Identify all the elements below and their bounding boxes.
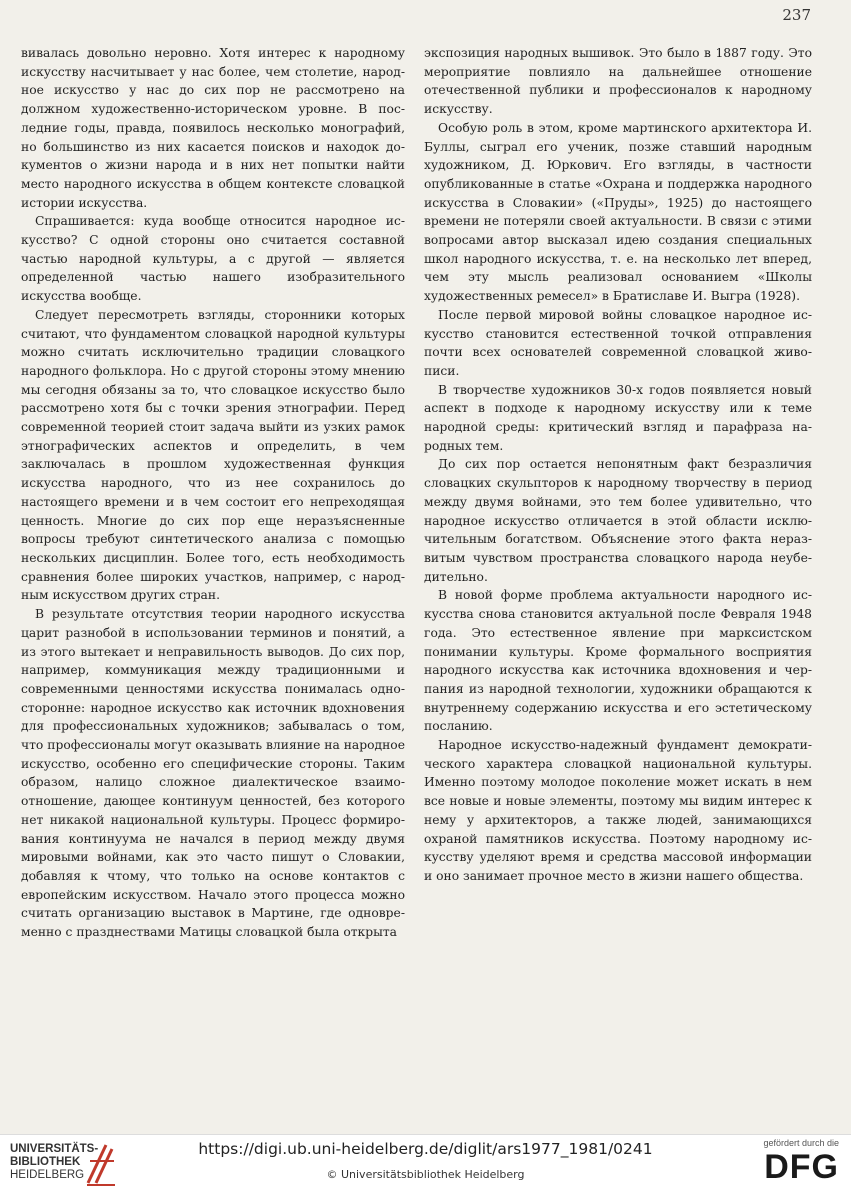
paragraph: вивалась довольно неровно. Хотя интерес к народному искусству насчитывает у нас более, чем столетие, народное искусство у нас до сих пор не рассмотрено на должном художественно-историческом уровне. В последние годы, правда, появилось несколько монографий, но большинство из них касается поисков и находок документов о жизни народа и в них нет попытки найти место народного искусства в общем контексте словацкой истории искусства.: [21, 46, 405, 210]
copyright-text: © Universitätsbibliothek Heidelberg: [326, 1168, 525, 1181]
paragraph: Особую роль в этом, кроме мартинского архитектора И. Буллы, сыграл его ученик, позже ставший народным художником, Д. Юркович. Его взгляды, в частности опубликованные в статье «Охрана и поддержка народного искусства в Словакии» («Пруды», 1925) до настоящего времени не потеряли своей актуальности. В связи с этими вопросами автор высказал идею создания специальных школ народного искусства, т. е. на несколько лет вперед, чем эту мысль реализовал основанием «Школы художественных ремесел» в Братиславе И. Выгра (1928).: [424, 120, 812, 304]
funding-label: gefördert durch die: [763, 1138, 839, 1148]
paragraph: После первой мировой войны словацкое народное искусство становится естественной точкой отправления почти всех основателей современной словацкой живописи.: [424, 307, 812, 378]
page-number: 237: [782, 6, 811, 24]
right-text-column: [424, 44, 812, 886]
paragraph: В новой форме проблема актуальности народного искусства снова становится актуальной после Февраля 1948 года. Это естественное явление при марксистском понимании культуры. Кроме формального восприятия народного искусства как источника вдохновения и черпания из народной технологии, художники обращаются к внутреннему содержанию искусства и его эстетическому посланию.: [424, 588, 812, 734]
document-url-link[interactable]: https://digi.ub.uni-heidelberg.de/diglit/ars1977_1981/0241: [198, 1140, 653, 1158]
paragraph: В творчестве художников 30-х годов появляется новый аспект в подходе к народному искусству или к теме народной среды: критический взгляд и парафраза народных тем.: [424, 382, 812, 453]
library-logo-line: HEIDELBERG: [10, 1169, 85, 1181]
paragraph: До сих пор остается непонятным факт безразличия словацких скульпторов к народному творчеству в период между двумя войнами, это тем более удивительно, что народное искусство отличается в этой области исключительным богатством. Объяснение этого факта неразвитым чувством пространства словацкого народа неубедительно.: [424, 457, 812, 584]
paragraph: Спрашивается: куда вообще относится народное искусство? С одной стороны оно считается составной частью народной культуры, а с другой — является определенной частью нашего изобразительного искусства вообще.: [21, 214, 405, 304]
paragraph: В результате отсутствия теории народного искусства царит разнобой в использовании терминов и понятий, а из этого вытекает и неправильность выводов. До сих пор, например, коммуникация между традиционными и современными ценностями искусства понималась односторонне: народное искусство как источник вдохновения для профессиональных художников; забывалась о том, что профессионалы могут оказывать влияние на народное искусство, особенно его специфические стороны. Таким образом, налицо сложное диалектическое взаимоотношение, дающее континуум ценностей, без которого нет никакой национальной культуры. Процесс формирования континуума не начался в период между двумя мировыми войнами, как это часто пишут о Словакии, добавляя к чтому, что только на основе контактов с европейским искусством. Начало этого процесса можно считать организацию выставок в Мартине, где одновременно с празднествами Матицы словацкой была открыта: [21, 607, 405, 940]
left-text-column: [21, 44, 405, 942]
library-logo-line: BIBLIOTHEK: [10, 1156, 81, 1168]
paragraph: Народное искусство-надежный фундамент демократического характера словацкой национальной культуры. Именно поэтому молодое поколение может искать в нем все новые и новые элементы, поэтому мы видим интерес к нему у архитекторов, а также людей, занимающихся охраной памятников искусства. Поэтому народному искусству уделяют время и средства массовой информации и оно занимает прочное место в жизни нашего общества.: [424, 738, 812, 883]
dfg-logo[interactable]: DFG: [764, 1148, 839, 1186]
library-logo-line: UNIVERSITÄTS-: [10, 1143, 99, 1155]
paragraph: экспозиция народных вышивок. Это было в 1887 году. Это мероприятие повлияло на дальнейшее отношение отечественной публики и профессионалов к народному искусству.: [424, 46, 812, 117]
footer-bar: [0, 1134, 851, 1196]
paragraph: Следует пересмотреть взгляды, сторонники которых считают, что фундаментом словацкой народной культуры можно считать исключительно традиции словацкого народного фольклора. Но с другой стороны этому мнению мы сегодня обязаны за то, что словацкое искусство было рассмотрено хотя бы с точки зрения этнографии. Перед современной теорией стоит задача выйти из узких рамок этнографических аспектов и определить, в чем заключалась в прошлом художественная функция искусства народного, что из нее сохранилось до настоящего времени и в чем состоит его непреходящая ценность. Многие до сих пор еще неразъясненные вопросы требуют синтетического анализа с помощью нескольких дисциплин. Более того, есть необходимость сравнения более широких участков, например, с народным искусством других стран.: [21, 307, 405, 603]
